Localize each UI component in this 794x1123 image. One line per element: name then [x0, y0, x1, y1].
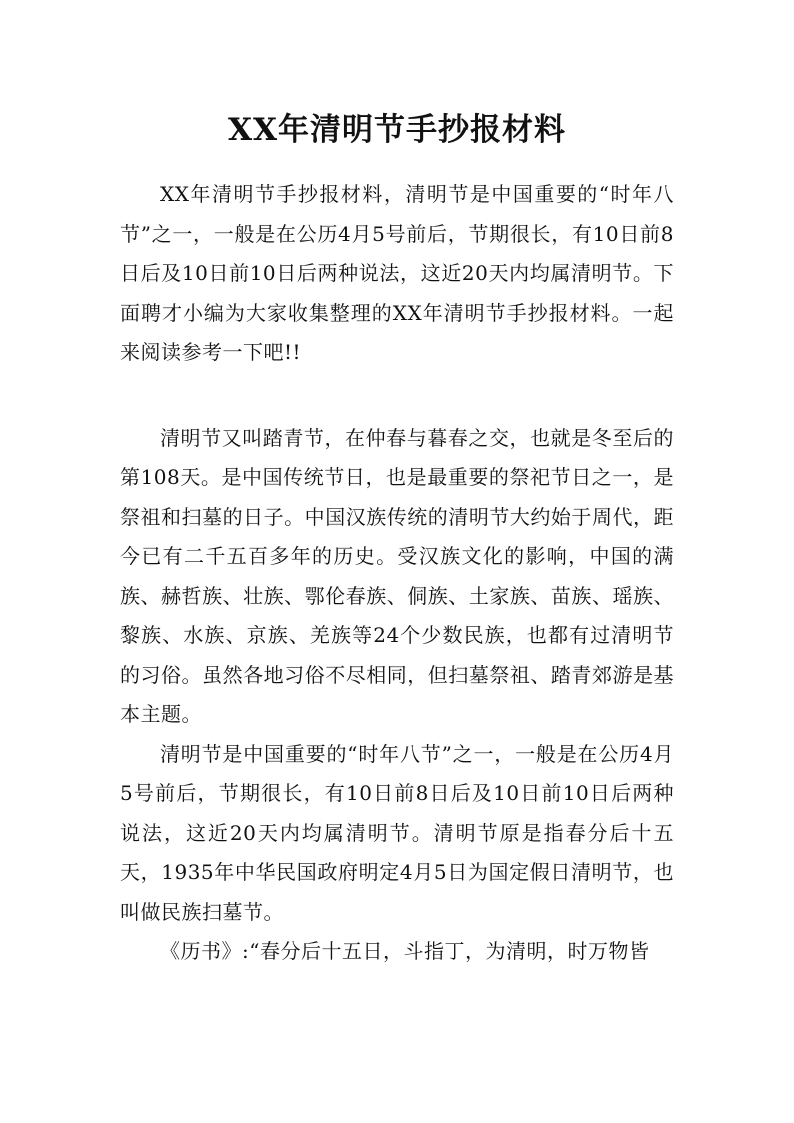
intro-paragraph: XX年清明节手抄报材料，清明节是中国重要的“时年八节”之一，一般是在公历4月5号前后，节期很长，有10日前8日后及10日前10日后两种说法，这近20天内均属清明节。下面聘才小编为大家收集整理的XX年清明节手抄报材料。一起来阅读参考一下吧!!	[120, 182, 674, 364]
document-title: XX年清明节手抄报材料	[227, 112, 567, 148]
body-paragraph: 《历书》:“春分后十五日，斗指丁，为清明，时万物皆	[160, 939, 650, 963]
body-paragraph: 清明节又叫踏青节，在仲春与暮春之交，也就是冬至后的第108天。是中国传统节日，也是最重要的祭祀节日之一，是祭祖和扫墓的日子。中国汉族传统的清明节大约始于周代，距今已有二千五百多年的历史。受汉族文化的影响，中国的满族、赫哲族、壮族、鄂伦春族、侗族、土家族、苗族、瑶族、黎族、水族、京族、羌族等24个少数民族，也都有过清明节的习俗。虽然各地习俗不尽相同，但扫墓祭祖、踏青郊游是基本主题。	[120, 425, 674, 726]
body-paragraph: 清明节是中国重要的“时年八节”之一，一般是在公历4月5号前后，节期很长，有10日前8日后及10日前10日后两种说法，这近20天内均属清明节。清明节原是指春分后十五天，1935年中华民国政府明定4月5日为国定假日清明节，也叫做民族扫墓节。	[120, 741, 674, 924]
